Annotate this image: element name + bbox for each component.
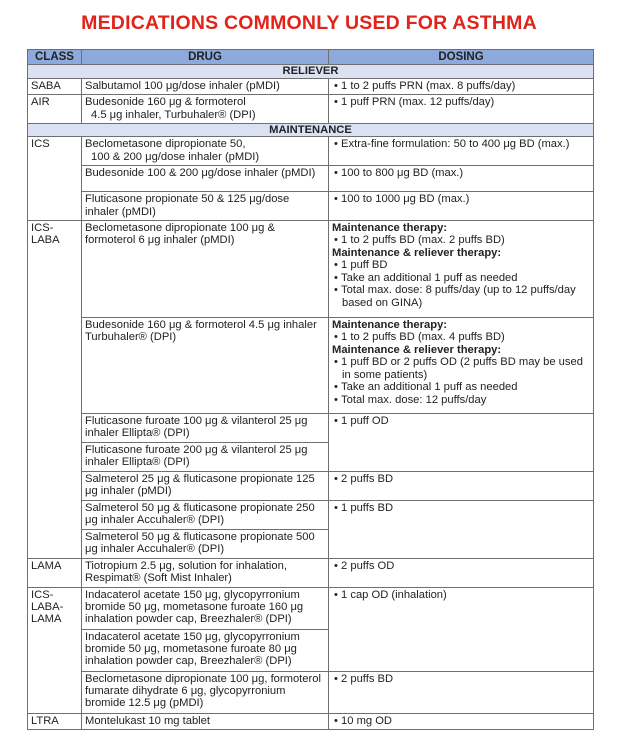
table-row <box>28 414 594 443</box>
dosing-cell <box>329 713 594 729</box>
dosing-item: • Extra-fine formulation: 50 to 400 μg BD (max.) <box>332 138 590 150</box>
dosing-subheading: Maintenance & reliever therapy: <box>332 343 502 356</box>
drug-cell: Budesonide 160 μg & formoterol 4.5 μg inhaler Turbuhaler® (DPI) <box>82 318 329 414</box>
dosing-cell <box>329 166 594 192</box>
section-label-reliever: RELIEVER <box>28 65 594 78</box>
class-cell <box>28 221 82 558</box>
dosing-cell <box>329 558 594 587</box>
table-row <box>28 192 594 221</box>
dosing-subheading: Maintenance & reliever therapy: <box>332 246 502 259</box>
drug-cell <box>82 95 329 124</box>
column-header-dosing: DOSING <box>329 50 594 65</box>
dosing-item: • Total max. dose: 12 puffs/day <box>332 394 590 406</box>
drug-cell: Salmeterol 50 μg & fluticasone propionate 250 μg inhaler Accuhaler® (DPI) <box>82 500 329 529</box>
drug-cell: Indacaterol acetate 150 μg, glycopyrronium bromide 50 μg, mometasone furoate 80 μg inhalation powder cap, Breezhaler® (DPI) <box>82 629 329 671</box>
drug-cell <box>82 137 329 166</box>
header-row <box>28 50 594 65</box>
table-row <box>28 166 594 192</box>
dosing-subheading: Maintenance therapy: <box>332 319 448 332</box>
drug-cell: Indacaterol acetate 150 μg, glycopyrronium bromide 50 μg, mometasone furoate 160 μg inhalation powder cap, Breezhaler® (DPI) <box>82 587 329 629</box>
drug-line: inhaler (pMDI) <box>85 205 156 218</box>
drug-cell: Budesonide 100 & 200 μg/dose inhaler (pMDI) <box>82 166 329 192</box>
table-row <box>28 137 594 166</box>
dosing-item: • Take an additional 1 puff as needed <box>332 381 590 393</box>
drug-cell: Beclometasone dipropionate 100 μg & formoterol 6 μg inhaler (pMDI) <box>82 221 329 318</box>
dosing-item: • 1 puffs BD <box>332 502 590 514</box>
drug-cell: Tiotropium 2.5 μg, solution for inhalation, Respimat® (Soft Mist Inhaler) <box>82 558 329 587</box>
drug-cell: Montelukast 10 mg tablet <box>82 713 329 729</box>
class-cell: LAMA <box>28 558 82 587</box>
class-cell: SABA <box>28 78 82 94</box>
dosing-subheading: Maintenance therapy: <box>332 222 448 235</box>
dosing-item: • 1 puff BD or 2 puffs OD (2 puffs BD may be used in some patients) <box>332 356 590 381</box>
drug-cell: Beclometasone dipropionate 100 μg, formoterol fumarate dihydrate 6 μg, glycopyrronium bromide 12.5 μg (pMDI) <box>82 671 329 713</box>
class-line: LABA- <box>31 600 64 613</box>
drug-cell: Fluticasone furoate 100 μg & vilanterol 25 μg inhaler Ellipta® (DPI) <box>82 414 329 443</box>
table-row <box>28 221 594 318</box>
page-title: MEDICATIONS COMMONLY USED FOR ASTHMA <box>81 12 537 34</box>
table-row <box>28 318 594 414</box>
class-cell: AIR <box>28 95 82 124</box>
table-row <box>28 558 594 587</box>
drug-line: 4.5 μg inhaler, Turbuhaler® (DPI) <box>91 108 256 121</box>
class-line: LAMA <box>31 613 62 626</box>
drug-cell: Salmeterol 25 μg & fluticasone propionate 125 μg inhaler (pMDI) <box>82 472 329 501</box>
class-line: ICS- <box>31 588 54 601</box>
dosing-item: • 10 mg OD <box>332 715 590 727</box>
table-row <box>28 713 594 729</box>
class-cell <box>28 587 82 713</box>
dosing-item: • 100 to 1000 μg BD (max.) <box>332 193 590 205</box>
dosing-cell <box>329 318 594 414</box>
dosing-cell <box>329 414 594 472</box>
class-cell: LTRA <box>28 713 82 729</box>
dosing-item: • 1 to 2 puffs BD (max. 4 puffs BD) <box>332 331 590 343</box>
dosing-cell <box>329 137 594 166</box>
section-row-maintenance <box>28 124 594 137</box>
dosing-cell <box>329 221 594 318</box>
dosing-item: • 1 puff OD <box>332 415 590 427</box>
dosing-cell <box>329 78 594 94</box>
table-row <box>28 472 594 501</box>
medications-table <box>27 49 594 730</box>
dosing-cell <box>329 500 594 558</box>
drug-line: Beclometasone dipropionate 50, <box>85 138 246 151</box>
class-line: LABA <box>31 234 60 247</box>
drug-cell: Salbutamol 100 μg/dose inhaler (pMDI) <box>82 78 329 94</box>
class-line: ICS- <box>31 222 54 235</box>
dosing-item: • Take an additional 1 puff as needed <box>332 272 590 284</box>
drug-line: Budesonide 160 μg & formoterol <box>85 96 246 109</box>
drug-line: 100 & 200 μg/dose inhaler (pMDI) <box>91 150 260 163</box>
dosing-cell <box>329 671 594 713</box>
dosing-item: • 2 puffs OD <box>332 560 590 572</box>
dosing-item: • 1 to 2 puffs BD (max. 2 puffs BD) <box>332 234 590 246</box>
table-row <box>28 671 594 713</box>
dosing-cell <box>329 95 594 124</box>
drug-cell <box>82 192 329 221</box>
dosing-item: • 2 puffs BD <box>332 473 590 485</box>
column-header-class: CLASS <box>28 50 82 65</box>
dosing-item: • 1 to 2 puffs PRN (max. 8 puffs/day) <box>332 80 590 92</box>
class-cell: ICS <box>28 137 82 221</box>
dosing-item: • 1 puff PRN (max. 12 puffs/day) <box>332 96 590 108</box>
section-row-reliever <box>28 65 594 78</box>
column-header-drug: DRUG <box>82 50 329 65</box>
dosing-item: • 100 to 800 μg BD (max.) <box>332 167 590 179</box>
drug-line: Fluticasone propionate 50 & 125 μg/dose <box>85 193 290 206</box>
dosing-item: • 1 cap OD (inhalation) <box>332 589 590 601</box>
dosing-item: • 2 puffs BD <box>332 673 590 685</box>
table-row <box>28 95 594 124</box>
section-label-maintenance: MAINTENANCE <box>28 124 594 137</box>
drug-cell: Salmeterol 50 μg & fluticasone propionate 500 μg inhaler Accuhaler® (DPI) <box>82 529 329 558</box>
table-row <box>28 78 594 94</box>
drug-cell: Fluticasone furoate 200 μg & vilanterol 25 μg inhaler Ellipta® (DPI) <box>82 443 329 472</box>
dosing-cell <box>329 192 594 221</box>
dosing-cell <box>329 587 594 671</box>
dosing-item: • 1 puff BD <box>332 259 590 271</box>
table-row <box>28 587 594 629</box>
table-row <box>28 500 594 529</box>
dosing-cell <box>329 472 594 501</box>
dosing-item: • Total max. dose: 8 puffs/day (up to 12 puffs/day based on GINA) <box>332 284 590 309</box>
